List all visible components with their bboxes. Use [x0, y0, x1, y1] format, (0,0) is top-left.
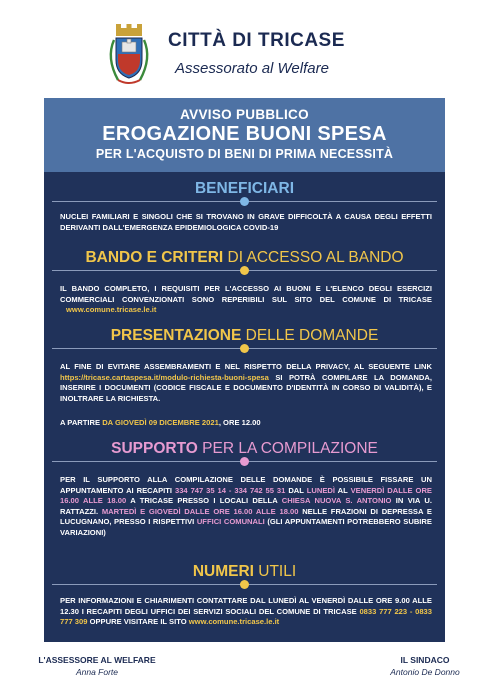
notice-label: AVVISO PUBBLICO: [180, 107, 309, 122]
presentazione-start: A PARTIRE DA GIOVEDÌ 09 DICEMBRE 2021, ORE 12.00: [60, 418, 261, 427]
signature-sindaco: [380, 655, 470, 677]
section-title-supporto: SUPPORTO PER LA COMPILAZIONE: [111, 440, 378, 457]
section-title-beneficiari: BENEFICIARI: [194, 180, 295, 197]
sindaco-role: IL SINDACO: [400, 655, 450, 665]
section-divider-dot: [240, 457, 249, 466]
department-name: Assessorato al Welfare: [175, 60, 329, 77]
section-title-numeri: NUMERI UTILI: [192, 563, 297, 580]
assessore-role: L'ASSESSORE AL WELFARE: [38, 655, 156, 665]
application-form-link[interactable]: https://tricase.cartaspesa.it/modulo-richiesta-buoni-spesa: [60, 372, 269, 382]
signature-assessore: [32, 655, 162, 677]
website-link[interactable]: www.comune.tricase.le.it: [66, 305, 157, 315]
bando-text: IL BANDO COMPLETO, I REQUISITI PER L'ACCESSO AI BUONI E L'ELENCO DEGLI ESERCIZI COMMERCIALI CONVENZIONATI SONO REPERIBILI SUL SITO DEL COMUNE DI TRICASE www.comune.tricase.le.it: [60, 284, 432, 315]
section-divider-dot: [240, 344, 249, 353]
notice-title: EROGAZIONE BUONI SPESA: [102, 123, 387, 145]
assessore-name: Anna Forte: [75, 667, 119, 677]
section-divider-dot: [240, 580, 249, 589]
city-crest-icon: [104, 24, 154, 88]
header: [0, 0, 490, 100]
website-link[interactable]: www.comune.tricase.le.it: [188, 617, 280, 627]
support-phones[interactable]: 334 747 35 14 - 334 742 55 31: [174, 485, 286, 495]
section-title-presentazione: PRESENTAZIONE DELLE DOMANDE: [110, 327, 379, 344]
supporto-text: PER IL SUPPORTO ALLA COMPILAZIONE DELLE DOMANDE È POSSIBILE FISSARE UN APPUNTAMENTO AI RECAPITI 334 747 35 14 - 334 742 55 31 DAL LUNEDÌ AL VENERDÌ DALLE ORE 16.00 ALLE 18.00 A TRICASE PRESSO I LOCALI DELLA CHIESA NUOVA S. ANTONIO IN VIA U. RATTAZZI. MARTEDÌ E GIOVEDÌ DALLE ORE 16.00 ALLE 18.00 NELLE FRAZIONI DI DEPRESSA E LUCUGNANO, PRESSO I RISPETTIVI UFFICI COMUNALI (GLI APPUNTAMENTI POTREBBERO SUBIRE VARIAZIONI): [60, 475, 432, 537]
section-title-bando: BANDO E CRITERI DI ACCESSO AL BANDO: [85, 249, 404, 266]
section-divider-dot: [240, 266, 249, 275]
city-title: CITTÀ DI TRICASE: [168, 30, 345, 51]
notice-subtitle: PER L'ACQUISTO DI BENI DI PRIMA NECESSITÀ: [95, 147, 394, 161]
sindaco-name: Antonio De Donno: [390, 667, 460, 677]
section-divider-dot: [240, 197, 249, 206]
title-banner: [44, 98, 445, 172]
presentazione-text: AL FINE DI EVITARE ASSEMBRAMENTI E NEL RISPETTO DELLA PRIVACY, AL SEGUENTE LINK https://tricase.cartaspesa.it/modulo-richiesta-buoni-spesa SI POTRÀ COMPILARE LA DOMANDA, INSERIRE I DOCUMENTI (CODICE FISCALE E DOCUMENTO D'IDENTITÀ IN CORSO DI VALIDITÀ), E INOLTRARE LA RICHIESTA.: [60, 362, 432, 403]
beneficiari-text: NUCLEI FAMILIARI E SINGOLI CHE SI TROVANO IN GRAVE DIFFICOLTÀ A CAUSA DEGLI EFFETTI DERIVANTI DALL'EMERGENZA EPIDEMIOLOGICA COVID-19: [60, 212, 432, 232]
numeri-text: PER INFORMAZIONI E CHIARIMENTI CONTATTARE DAL LUNEDÌ AL VENERDÌ DALLE ORE 9.00 ALLE 12.30 I RECAPITI DEGLI UFFICI DEI SERVIZI SOCIALI DEL COMUNE DI TRICASE 0833 777 223 - 0833 777 309 OPPURE VISITARE IL SITO www.comune.tricase.le.it: [60, 596, 432, 627]
info-phones[interactable]: 0833 777 223 - 0833 777 309: [60, 606, 432, 627]
